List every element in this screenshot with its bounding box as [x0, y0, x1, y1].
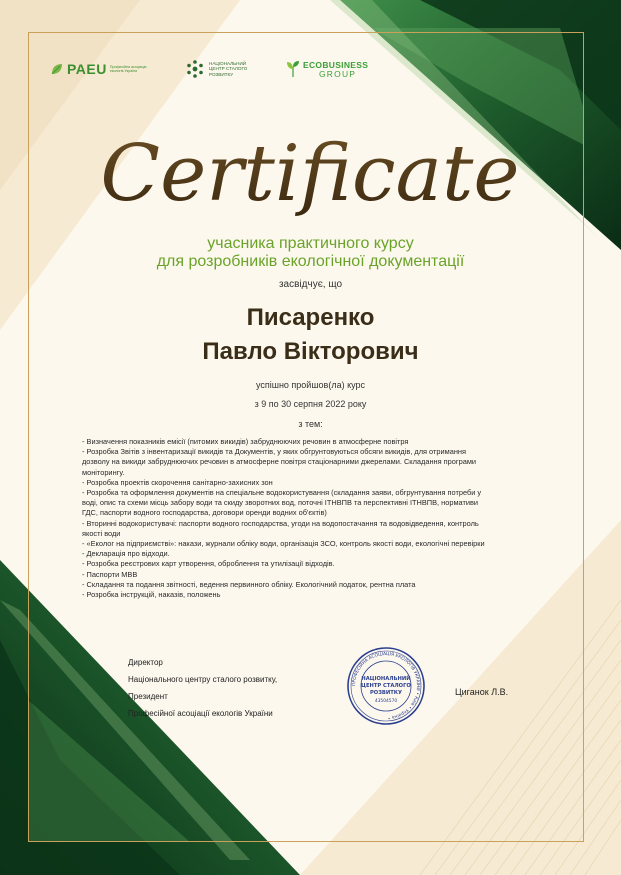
- logos-row: [0, 54, 621, 84]
- seal-code: 43504570: [374, 699, 398, 704]
- certificate-title: [0, 118, 621, 228]
- topics-label: з тем:: [298, 419, 323, 429]
- signatory-title-1: Директор: [128, 658, 163, 667]
- subtitle-line-1: учасника практичного курсу: [207, 235, 414, 252]
- topic-line: - Розробка проектів скорочення санітарно-захисних зон: [82, 477, 273, 487]
- ecobusiness-logo: [286, 54, 368, 84]
- eco-name-top: ECOBUSINESS: [303, 59, 369, 70]
- topic-line: дозволу на викиди забруднюючих речовин в атмосферне повітря стаціонарними джерелами. Складання програми: [82, 457, 477, 467]
- eco-name-bottom: GROUP: [319, 68, 357, 79]
- topics-list: [82, 437, 522, 600]
- completed-text: успішно пройшов(ла) курс: [255, 380, 366, 390]
- title-text: Certificate: [100, 129, 520, 219]
- seal-center-3: РОЗВИТКУ: [370, 690, 402, 696]
- paeu-subtitle: Професійна асоціація екологів України: [109, 64, 147, 73]
- subtitle-line-2: для розробників екологічної документації: [156, 253, 465, 270]
- course-dates: з 9 по 30 серпня 2022 року: [254, 399, 367, 409]
- topic-line: - Складання та подання звітності, ведення первинного обліку. Екологічний податок, рентна плата: [82, 579, 416, 589]
- topic-line: воді, опис та схеми місць забору води та скиду зворотних вод, поточні ІТНВПВ та перспективні ІТНВПВ, нормативи: [82, 498, 479, 508]
- recipient-given-names: Павло Вікторович: [202, 338, 419, 365]
- signatory-block: [128, 654, 328, 722]
- topic-line: - Розробка Звітів з інвентаризації викидів та Документів, у яких обгрунтовуються обсяги викидів, для отримання: [82, 447, 466, 457]
- paeu-name: PAEU: [67, 61, 107, 77]
- signatory-title-3: Президент: [128, 692, 168, 701]
- topic-line: ГДС, паспорти водного господарства, договори оренди водних об'єктів): [82, 508, 327, 518]
- topic-line: - Паспорти МВВ: [82, 569, 138, 579]
- ncsr-logo: [185, 54, 249, 84]
- topic-line: моніторингу.: [82, 467, 125, 477]
- official-seal: [346, 646, 426, 726]
- topic-line: - Визначення показників емісії (питомих викидів) забруднюючих речовин в атмосферне повітря: [82, 437, 409, 446]
- topic-line: - «Еколог на підприємстві»: накази, журнали обліку води, організація ЗСО, контроль якості води, екологічні перевірки: [82, 539, 485, 549]
- signatory-title-2: Національного центру сталого розвитку,: [128, 675, 278, 684]
- recipient-surname: Писаренко: [246, 304, 375, 331]
- certifies-text: засвідчує, що: [278, 279, 343, 290]
- signer-name: Циганок Л.В.: [455, 687, 509, 697]
- seal-ring-text: ПРОФЕСІЙНА АСОЦІАЦІЯ ЕКОЛОГІВ УКРАЇНИ • Київ • Україна •: [351, 651, 421, 720]
- seal-center-2: ЦЕНТР СТАЛОГО: [361, 683, 411, 689]
- plant-icon: [286, 60, 300, 78]
- seal-center-1: НАЦІОНАЛЬНИЙ: [361, 676, 411, 682]
- topic-line: - Вторинні водокористувачі: паспорти водного господарства, угоди на водопостачання та водовідведення, контроль: [82, 518, 479, 528]
- topic-line: - Розробка та оформлення документів на спеціальне водокористування (складання заяви, обгрунтування потреби у: [82, 488, 482, 498]
- topic-line: - Розробка реєстрових карт утворення, оброблення та утилізації відходів.: [82, 559, 335, 569]
- signatory-title-4: Професійної асоціації екологів України: [128, 709, 273, 718]
- ncsr-name: НАЦІОНАЛЬНИЙ ЦЕНТР СТАЛОГО РОЗВИТКУ: [209, 60, 248, 77]
- topic-line: - Декларація про відходи.: [82, 549, 170, 559]
- leaf-icon: [50, 62, 64, 76]
- topic-line: якості води: [82, 528, 121, 538]
- topic-line: - Розробка інструкцій, наказів, положень: [82, 590, 221, 600]
- paeu-logo: [50, 54, 155, 84]
- hexagon-icon: [185, 59, 205, 79]
